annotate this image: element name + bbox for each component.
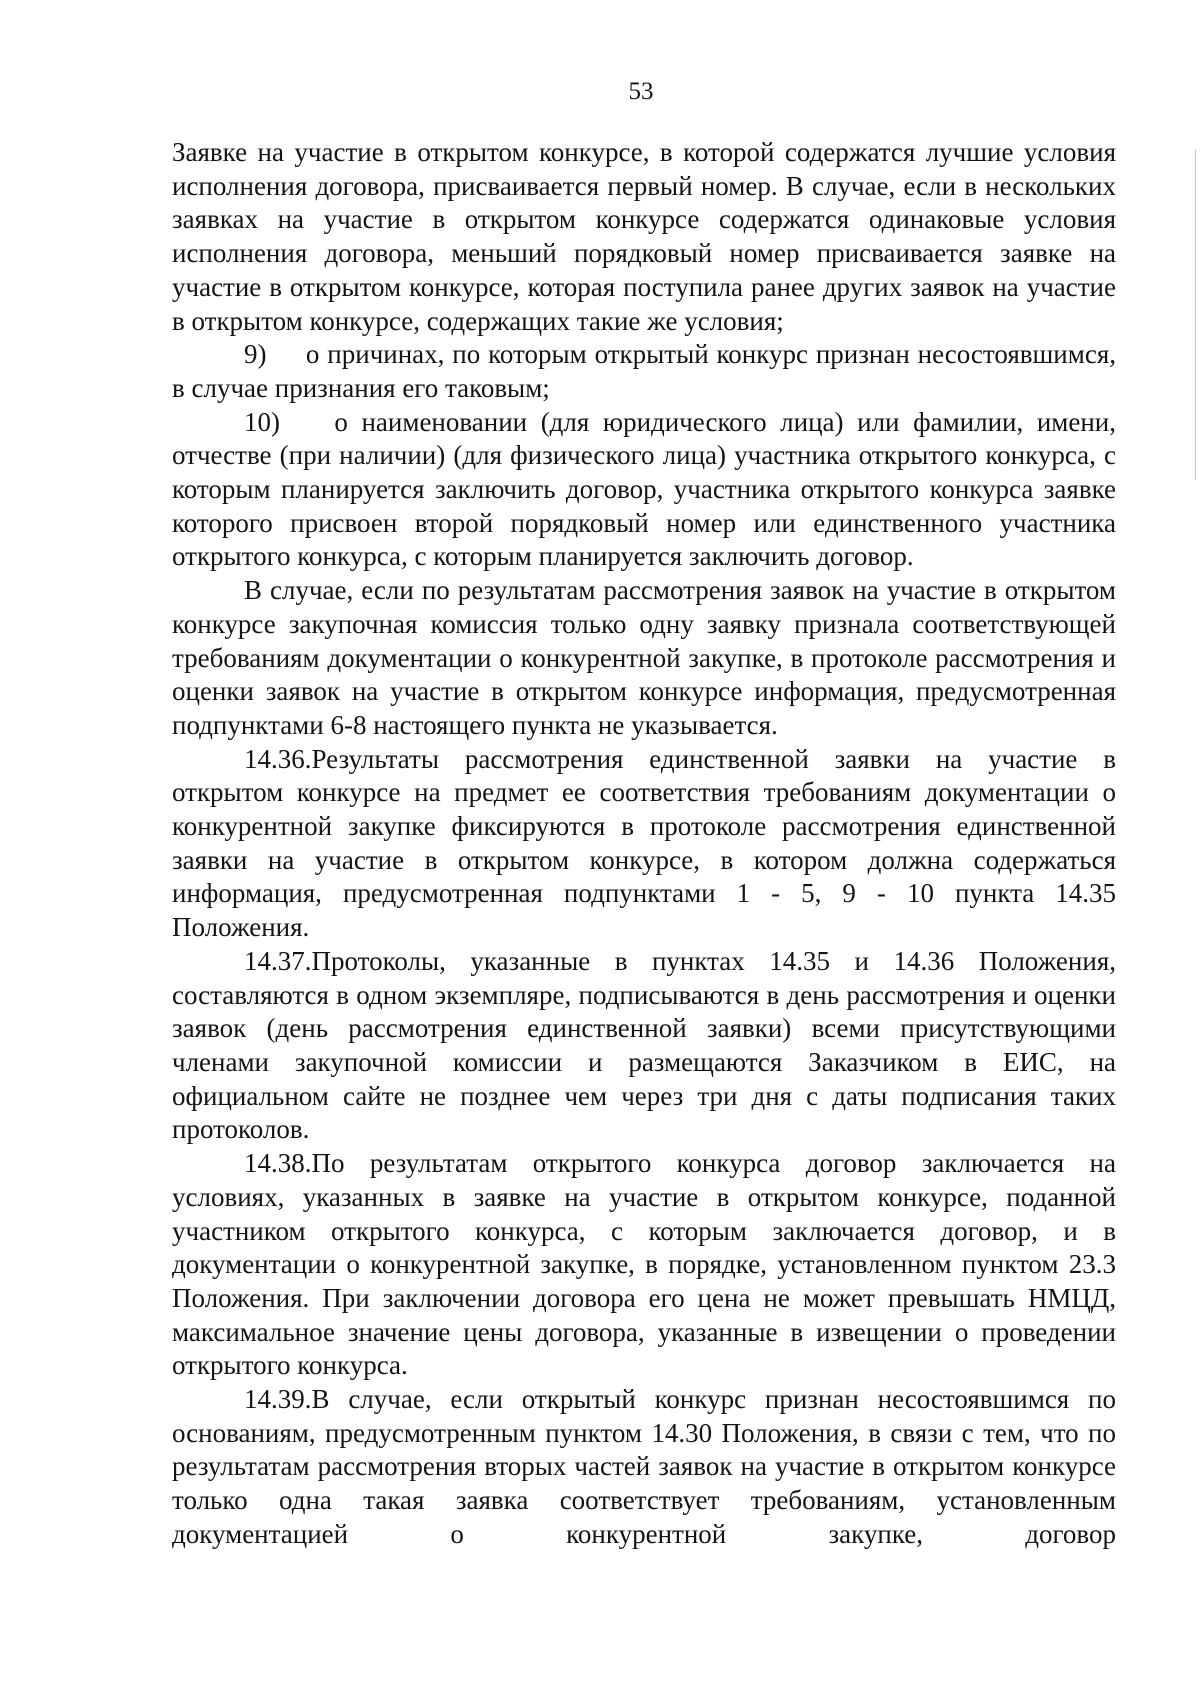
document-body [172, 136, 1116, 1552]
paragraph-14-38: 14.38.По результатам открытого конкурса договор заключается на условиях, указанных в заявке на участие в открытом конкурсе, поданной участником открытого конкурса, с которым заключается договор, и в документации о конкурентной закупке, в порядке, установленном пунктом 23.3 Положения. При заключении договора его цена не может превышать НМЦД, максимальное значение цены договора, указанные в извещении о проведении открытого конкурса. [172, 1148, 1116, 1381]
paragraph-14-39: 14.39.В случае, если открытый конкурс признан несостоявшимся по основаниям, предусмотренным пунктом 14.30 Положения, в связи с тем, что по результатам рассмотрения вторых частей заявок на участие в открытом конкурсе только одна такая заявка соответствует требованиям, установленным документацией о конкурентной закупке, договор [172, 1384, 1116, 1549]
paragraph-continuation: Заявке на участие в открытом конкурсе, в которой содержатся лучшие условия исполнения договора, присваивается первый номер. В случае, если в нескольких заявках на участие в открытом конкурсе содержатся одинаковые условия исполнения договора, меньший порядковый номер присваивается заявке на участие в открытом конкурсе, которая поступила ранее других заявок на участие в открытом конкурсе, содержащих такие же условия; [172, 137, 1116, 336]
paragraph-single-application-note: В случае, если по результатам рассмотрения заявок на участие в открытом конкурсе закупочная комиссия только одну заявку признала соответствующей требованиям документации о конкурентной закупке, в протоколе рассмотрения и оценки заявок на участие в открытом конкурсе информация, предусмотренная подпунктами 6-8 настоящего пункта не указывается. [172, 575, 1116, 740]
paragraph-item-9: 9) о причинах, по которым открытый конкурс признан несостоявшимся, в случае признания его таковым; [172, 339, 1116, 403]
paragraph-14-36: 14.36.Результаты рассмотрения единственной заявки на участие в открытом конкурсе на предмет ее соответствия требованиям документации о конкурентной закупке фиксируются в протоколе рассмотрения единственной заявки на участие в открытом конкурсе, в котором должна содержаться информация, предусмотренная подпунктами 1 - 5, 9 - 10 пункта 14.35 Положения. [172, 743, 1116, 943]
paragraph-14-37: 14.37.Протоколы, указанные в пунктах 14.35 и 14.36 Положения, составляются в одном экземпляре, подписываются в день рассмотрения и оценки заявок (день рассмотрения единственной заявки) всеми присутствующими членами закупочной комиссии и размещаются Заказчиком в ЕИС, на официальном сайте не позднее чем через три дня с даты подписания таких протоколов. [172, 945, 1116, 1145]
scan-edge-mark [1195, 150, 1196, 480]
paragraph-item-10: 10) о наименовании (для юридического лица) или фамилии, имени, отчестве (при наличии) (для физического лица) участника открытого конкурса, с которым планируется заключить договор, участника открытого конкурса заявке которого присвоен второй порядковый номер или единственного участника открытого конкурса, с которым планируется заключить договор. [172, 406, 1116, 572]
page-number: 53 [628, 78, 654, 105]
